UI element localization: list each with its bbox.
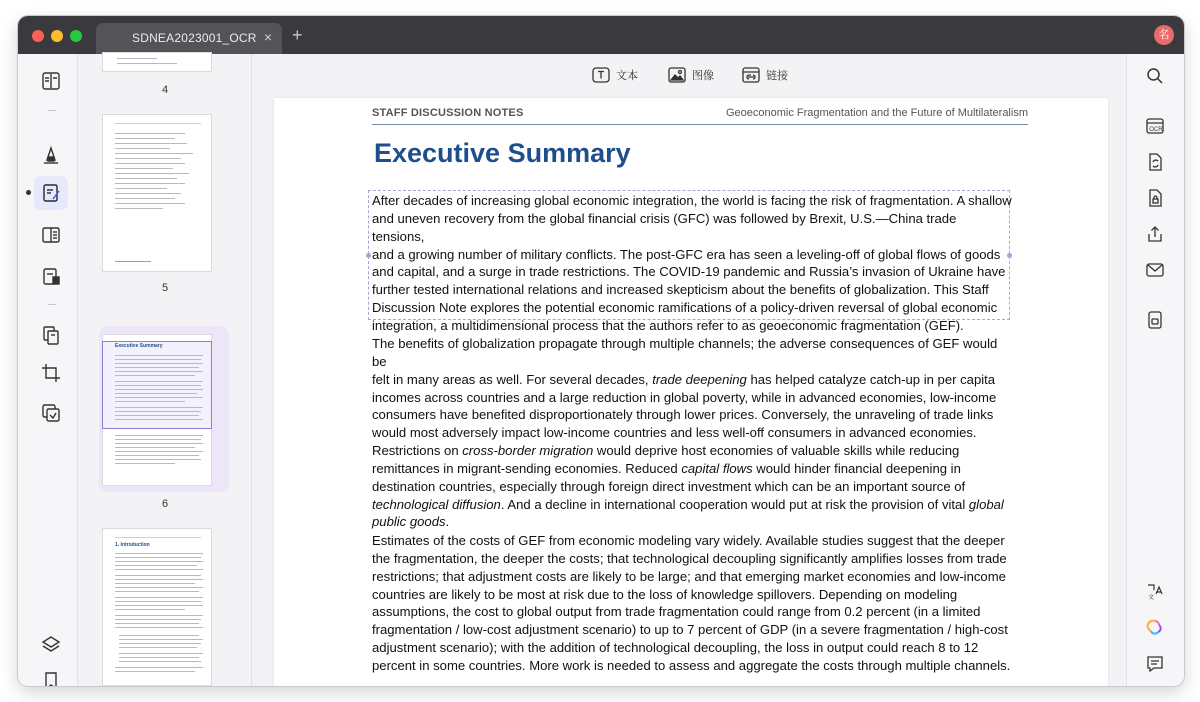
text-line: the fragmentation, the deeper the costs; that technological decoupling significantly amplifies losses from trade <box>372 550 1007 566</box>
title-bar <box>18 16 1184 54</box>
text-line: consumers have benefited disproportionately through lower prices. Conversely, the unraveling of trade links <box>372 407 994 423</box>
image-tool-label: 图像 <box>692 70 714 82</box>
highlight-icon[interactable] <box>40 144 62 166</box>
text-icon <box>592 67 610 83</box>
text-line: incomes across countries and a large reduction in global poverty, while in advanced economies, low-income <box>372 389 997 405</box>
page-number-5: 5 <box>161 282 169 294</box>
tab-close-icon[interactable]: × <box>263 29 272 45</box>
text-line: and capital, and a surge in trade restrictions. The COVID-19 pandemic and Russia’s invasion of Ukraine have <box>372 264 1006 280</box>
form-icon[interactable] <box>40 224 62 246</box>
rail-divider <box>48 110 56 111</box>
image-icon <box>668 67 686 83</box>
page-number-4: 4 <box>161 84 169 96</box>
user-avatar[interactable]: 名 <box>1154 25 1174 45</box>
right-tool-rail <box>1126 54 1184 686</box>
left-tool-rail <box>18 54 78 686</box>
text-line: Restrictions on cross-border migration would deprive host economies of valuable skills while reducing <box>372 443 960 459</box>
tab-title: SDNEA2023001_OCR <box>132 31 257 45</box>
rail-divider <box>48 304 56 305</box>
organize-pages-icon[interactable] <box>40 324 62 346</box>
text-line: restrictions; that adjustment costs are likely to be large; and that emerging market economies and low-income <box>372 568 1006 584</box>
edit-toolbar <box>252 54 1126 94</box>
text-line: Discussion Note explores the potential economic ramifications of a policy-driven reversal of global economic <box>372 300 998 316</box>
text-line: After decades of increasing global economic integration, the world is facing the risk of fragmentation. A shallow <box>372 193 1012 208</box>
compress-icon[interactable] <box>40 402 62 424</box>
ai-assistant-icon[interactable] <box>1145 618 1165 638</box>
paragraph-1[interactable] <box>372 192 1012 335</box>
translate-icon[interactable] <box>1145 582 1165 602</box>
pdf-page <box>274 98 1108 686</box>
svg-text:文: 文 <box>1148 595 1155 601</box>
add-image-button[interactable] <box>668 66 714 84</box>
crop-icon[interactable] <box>40 362 62 384</box>
text-line: The benefits of globalization propagate through multiple channels; the adverse consequences of GEF would be <box>372 336 998 369</box>
reader-icon[interactable] <box>40 70 62 92</box>
text-line: technological diffusion. And a decline in international cooperation would put at risk the provision of vital global <box>372 496 1004 512</box>
paragraph-2[interactable] <box>372 335 1012 531</box>
page-thumbnail-6[interactable] <box>102 334 212 486</box>
text-line: public goods. <box>372 514 450 530</box>
text-line: and uneven recovery from the global financial crisis (GFC) was followed by Brexit, U.S.—China trade tensions, <box>372 210 957 244</box>
convert-icon[interactable] <box>1145 152 1165 172</box>
resize-handle-left[interactable] <box>366 253 371 258</box>
minimize-window-button[interactable] <box>51 30 63 42</box>
ocr-icon[interactable] <box>1145 116 1165 136</box>
protect-icon[interactable] <box>1145 188 1165 208</box>
header-rule <box>372 124 1028 125</box>
paragraph-3[interactable] <box>372 532 1012 675</box>
maximize-window-button[interactable] <box>70 30 82 42</box>
search-icon[interactable] <box>1145 66 1165 86</box>
thumbnail-heading: 1. Introduction <box>115 542 150 548</box>
text-line: and a growing number of military conflicts. The post-GFC era has seen a leveling-off of global flows of goods <box>372 246 1001 262</box>
active-indicator-dot <box>26 190 31 195</box>
email-icon[interactable] <box>1145 260 1165 280</box>
page-thumbnail-5[interactable] <box>102 114 212 272</box>
add-link-button[interactable] <box>742 66 788 84</box>
text-line: percent in some countries. More work is needed to assess and aggregate the costs through multiple channels. <box>372 657 1011 673</box>
app-window <box>18 16 1184 686</box>
text-line: further tested international relations and increased skepticism about the benefits of globalization. This Staff <box>372 282 989 298</box>
page-number-6: 6 <box>161 498 169 510</box>
add-text-button[interactable] <box>592 66 638 84</box>
text-line: remittances in migrant-sending economies. Reduced capital flows would hinder financial deepening in <box>372 460 961 476</box>
running-header-right: Geoeconomic Fragmentation and the Future of Multilateralism <box>725 107 1028 119</box>
document-tab[interactable] <box>96 23 282 54</box>
save-icon[interactable] <box>1145 310 1165 330</box>
comment-icon[interactable] <box>1145 654 1165 674</box>
share-icon[interactable] <box>1145 224 1165 244</box>
link-tool-label: 链接 <box>766 70 788 82</box>
text-line: destination countries, especially through foreign direct investment which can be an important source of <box>372 478 966 494</box>
layers-icon[interactable] <box>40 634 62 656</box>
text-line: adjustment scenario); with the addition of technological decoupling, the loss in output could reach 8 to 12 <box>372 640 979 656</box>
text-line: integration, a multidimensional process that the authors refer to as geoeconomic fragmentation (GEF). <box>372 317 964 333</box>
text-line: countries are likely to be most at risk due to the loss of knowledge spillovers. Depending on modeling <box>372 586 958 602</box>
text-line: fragmentation / low-cost adjustment scenario) to up to 7 percent of GDP (in a severe fragmentation / high-cost <box>372 622 1008 638</box>
section-title[interactable]: Executive Summary <box>374 138 631 168</box>
thumbnail-heading: Executive Summary <box>115 343 163 349</box>
new-tab-button[interactable]: + <box>292 25 303 45</box>
page-thumbnail-4[interactable] <box>102 52 212 72</box>
page-thumbnail-7[interactable] <box>102 528 212 686</box>
text-tool-label: 文本 <box>616 70 638 82</box>
text-line: Estimates of the costs of GEF from economic modeling vary widely. Available studies suggest that the deeper <box>372 533 1005 548</box>
text-line: assumptions, the cost to global output from trade fragmentation could range from 0.2 percent (in a limited <box>372 604 981 620</box>
close-window-button[interactable] <box>32 30 44 42</box>
thumbnail-panel <box>78 54 252 686</box>
text-line: felt in many areas as well. For several decades, trade deepening has helped catalyze catch-up in per capita <box>372 371 996 387</box>
sign-icon[interactable] <box>40 265 62 287</box>
edit-pdf-icon[interactable] <box>40 182 62 204</box>
link-icon <box>742 67 760 83</box>
document-area <box>252 54 1126 686</box>
svg-text:OCR: OCR <box>1149 127 1163 133</box>
bookmark-icon[interactable] <box>40 670 62 686</box>
running-header-left: STAFF DISCUSSION NOTES <box>372 107 524 119</box>
text-line: would most adversely impact low-income countries and less well-off consumers in advanced economies. <box>372 425 977 441</box>
